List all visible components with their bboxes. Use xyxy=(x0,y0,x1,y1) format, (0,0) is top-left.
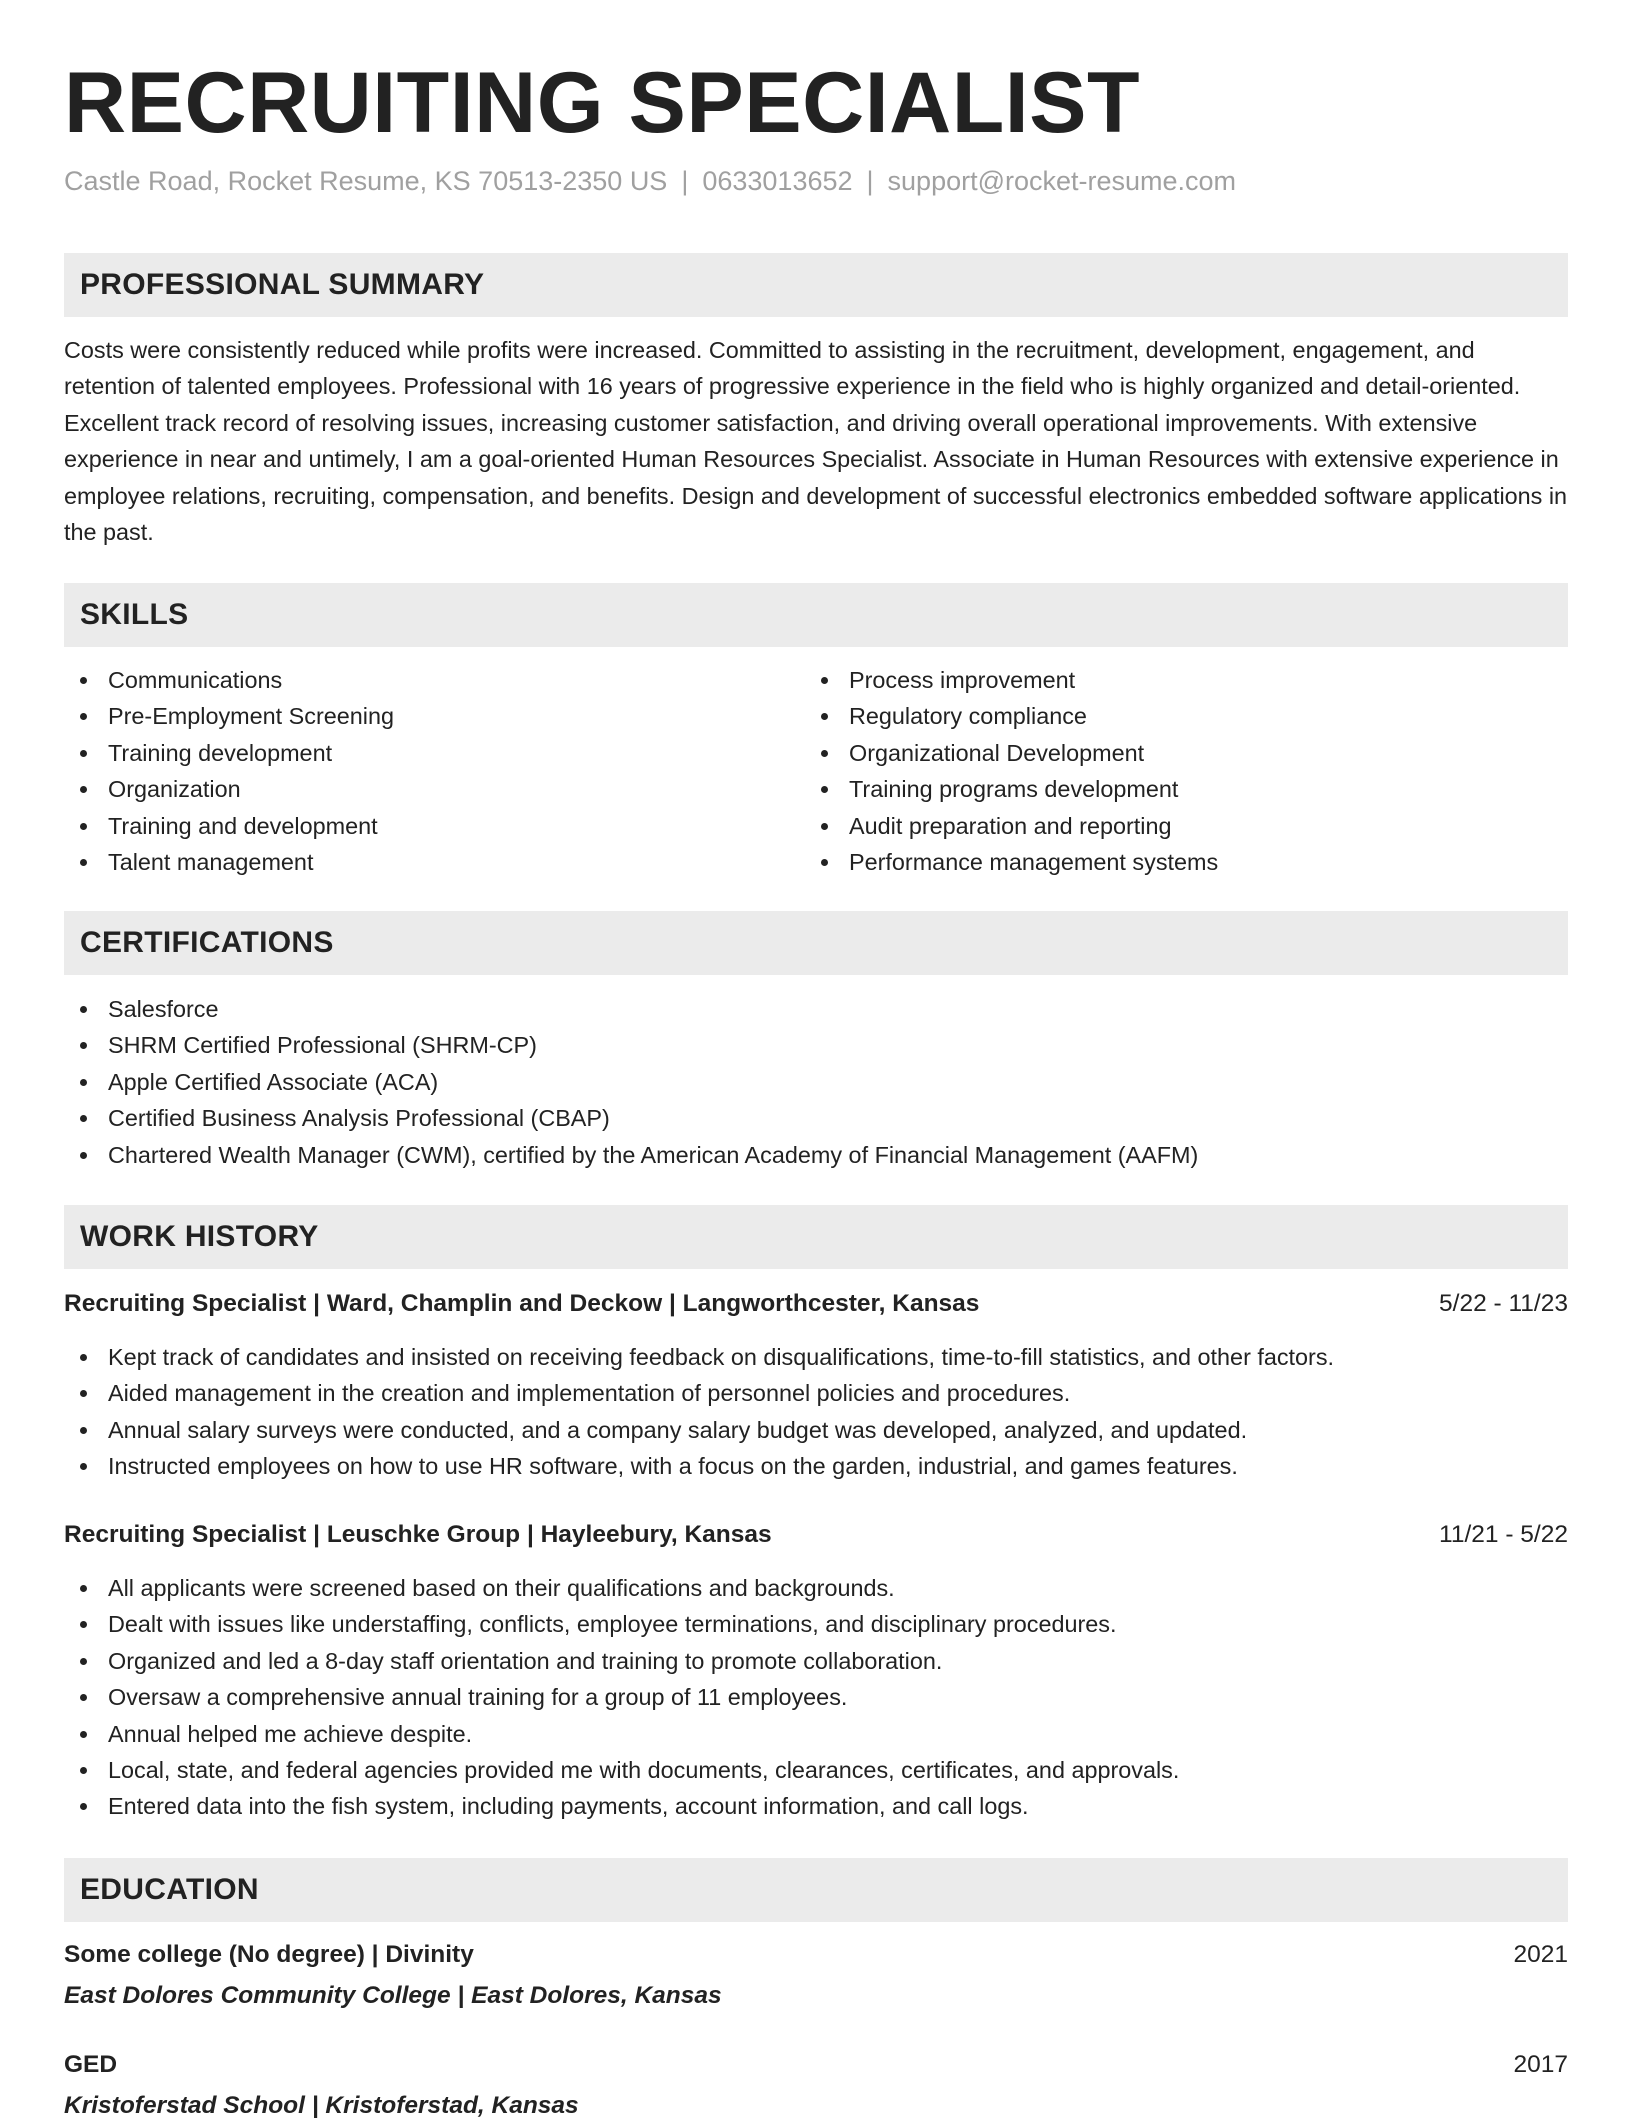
education-degree: GED xyxy=(64,2051,118,2078)
education-school: East Dolores Community College | East Dolores, Kansas xyxy=(64,1982,722,2009)
list-item: Annual helped me achieve despite. xyxy=(64,1716,1179,1752)
list-item: Salesforce xyxy=(64,991,1198,1027)
list-item: Regulatory compliance xyxy=(805,698,1218,734)
education-year: 2021 xyxy=(1513,1941,1568,1968)
contact-address: Castle Road, Rocket Resume, KS 70513-2350 US xyxy=(64,166,668,196)
job-title: Recruiting Specialist | Ward, Champlin and Deckow | Langworthcester, Kansas xyxy=(64,1290,980,1317)
section-header-skills xyxy=(64,583,1568,647)
skills-list-left xyxy=(64,662,394,880)
list-item: Dealt with issues like understaffing, conflicts, employee terminations, and disciplinary procedures. xyxy=(64,1606,1179,1642)
section-title: CERTIFICATIONS xyxy=(80,926,334,959)
contact-line xyxy=(64,166,1236,197)
list-item: Oversaw a comprehensive annual training for a group of 11 employees. xyxy=(64,1679,1179,1715)
list-item: All applicants were screened based on their qualifications and backgrounds. xyxy=(64,1570,1179,1606)
list-item: Organized and led a 8-day staff orientation and training to promote collaboration. xyxy=(64,1643,1179,1679)
list-item: Entered data into the fish system, including payments, account information, and call logs. xyxy=(64,1788,1179,1824)
section-title: SKILLS xyxy=(80,598,189,631)
contact-email: support@rocket-resume.com xyxy=(887,166,1237,196)
summary-text: Costs were consistently reduced while profits were increased. Committed to assisting in the recruitment, development, engagement, and retention of talented employees. Professional with 16 years of progressive experience in the field who is highly organized and detail-oriented. Excellent track record of resolving issues, increasing customer satisfaction, and driving overall operational improvements. With extensive experience in near and untimely, I am a goal-oriented Human Resources Specialist. Associate in Human Resources with extensive experience in employee relations, recruiting, compensation, and benefits. Design and development of successful electronics embedded software applications in the past. xyxy=(64,337,1568,546)
section-header-work-history xyxy=(64,1205,1568,1269)
list-item: Chartered Wealth Manager (CWM), certified by the American Academy of Financial Management (AAFM) xyxy=(64,1137,1198,1173)
education-year: 2017 xyxy=(1513,2051,1568,2078)
job-dates: 11/21 - 5/22 xyxy=(1439,1521,1568,1548)
list-item: Talent management xyxy=(64,844,394,880)
list-item: Instructed employees on how to use HR software, with a focus on the garden, industrial, and games features. xyxy=(64,1448,1334,1484)
list-item: Local, state, and federal agencies provided me with documents, clearances, certificates, and approvals. xyxy=(64,1752,1179,1788)
contact-separator: | xyxy=(681,166,689,196)
list-item: Pre-Employment Screening xyxy=(64,698,394,734)
list-item: Process improvement xyxy=(805,662,1218,698)
certifications-list xyxy=(64,991,1198,1173)
list-item: SHRM Certified Professional (SHRM-CP) xyxy=(64,1027,1198,1063)
section-title: WORK HISTORY xyxy=(80,1220,319,1253)
section-header-certifications xyxy=(64,911,1568,975)
section-title: EDUCATION xyxy=(80,1873,259,1906)
job-bullets xyxy=(64,1339,1334,1485)
education-degree: Some college (No degree) | Divinity xyxy=(64,1941,474,1968)
section-header-education xyxy=(64,1858,1568,1922)
job-title: Recruiting Specialist | Leuschke Group | Hayleebury, Kansas xyxy=(64,1521,772,1548)
list-item: Training programs development xyxy=(805,771,1218,807)
list-item: Organizational Development xyxy=(805,735,1218,771)
section-header-summary xyxy=(64,253,1568,317)
list-item: Performance management systems xyxy=(805,844,1218,880)
job-dates: 5/22 - 11/23 xyxy=(1439,1290,1568,1317)
list-item: Aided management in the creation and implementation of personnel policies and procedures. xyxy=(64,1375,1334,1411)
list-item: Training development xyxy=(64,735,394,771)
list-item: Training and development xyxy=(64,808,394,844)
section-title: PROFESSIONAL SUMMARY xyxy=(80,268,485,301)
education-school: Kristoferstad School | Kristoferstad, Kansas xyxy=(64,2092,579,2119)
list-item: Communications xyxy=(64,662,394,698)
list-item: Kept track of candidates and insisted on receiving feedback on disqualifications, time-to-fill statistics, and other factors. xyxy=(64,1339,1334,1375)
job-bullets xyxy=(64,1570,1179,1825)
list-item: Annual salary surveys were conducted, and a company salary budget was developed, analyzed, and updated. xyxy=(64,1412,1334,1448)
list-item: Audit preparation and reporting xyxy=(805,808,1218,844)
contact-phone: 0633013652 xyxy=(702,166,853,196)
skills-list-right xyxy=(805,662,1218,880)
contact-separator: | xyxy=(866,166,874,196)
list-item: Apple Certified Associate (ACA) xyxy=(64,1064,1198,1100)
list-item: Certified Business Analysis Professional (CBAP) xyxy=(64,1100,1198,1136)
resume-name: RECRUITING SPECIALIST xyxy=(64,55,1141,151)
list-item: Organization xyxy=(64,771,394,807)
